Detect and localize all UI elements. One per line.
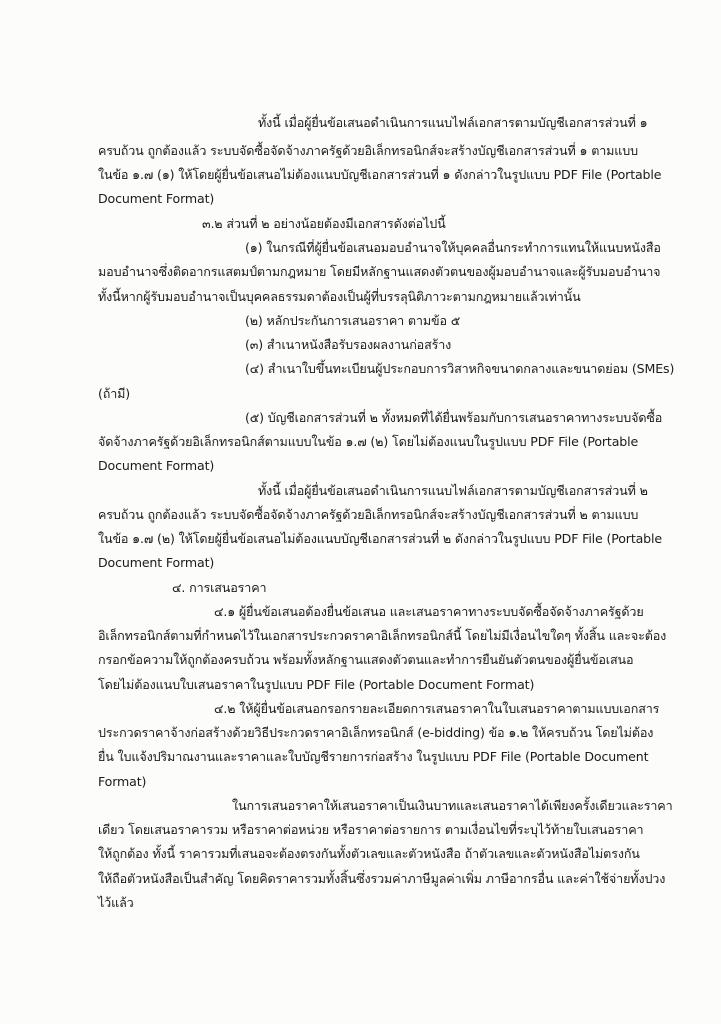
text-line: ในข้อ ๑.๗ (๒) ให้โดยผู้ยื่นข้อเสนอไม่ต้องแนบบัญชีเอกสารส่วนที่ ๒ ดังกล่าวในรูปแบบ PDF File (Portable — [98, 531, 662, 546]
text-line: ครบถ้วน ถูกต้องแล้ว ระบบจัดซื้อจัดจ้างภาครัฐด้วยอิเล็กทรอนิกส์จะสร้างบัญชีเอกสารส่วนที่ ๒ ตามแบบ — [98, 507, 639, 522]
text-line: Document Format) — [98, 555, 215, 570]
text-line: Format) — [98, 774, 147, 789]
text-line: ทั้งนี้ เมื่อผู้ยื่นข้อเสนอดำเนินการแนบไฟล์เอกสารตามบัญชีเอกสารส่วนที่ ๒ — [258, 483, 648, 498]
text-line: (ถ้ามี) — [98, 386, 131, 401]
section-heading: ๓.๒ ส่วนที่ ๒ อย่างน้อยต้องมีเอกสารดังต่อไปนี้ — [202, 216, 446, 231]
text-line: ๔.๒ ให้ผู้ยื่นข้อเสนอกรอกรายละเอียดการเสนอราคาในใบเสนอราคาตามแบบเอกสาร — [214, 701, 660, 716]
text-line: Document Format) — [98, 458, 215, 473]
text-line: มอบอำนาจซึ่งติดอากรแสตมป์ตามกฎหมาย โดยมีหลักฐานแสดงตัวตนของผู้มอบอำนาจและผู้รับมอบอำนาจ — [98, 264, 661, 279]
text-line: ๔.๑ ผู้ยื่นข้อเสนอต้องยื่นข้อเสนอ และเสนอราคาทางระบบจัดซื้อจัดจ้างภาครัฐด้วย — [214, 604, 644, 619]
list-item: (๕) บัญชีเอกสารส่วนที่ ๒ ทั้งหมดที่ได้ยื่นพร้อมกับการเสนอราคาทางระบบจัดซื้อ — [245, 410, 663, 425]
text-line: อิเล็กทรอนิกส์ตามที่กำหนดไว้ในเอกสารประกวดราคาอิเล็กทรอนิกส์นี้ โดยไม่มีเงื่อนไขใดๆ ทั้งสิ้น และจะต้อง — [98, 628, 667, 643]
text-line: ประกวดราคาจ้างก่อสร้างด้วยวิธีประกวดราคาอิเล็กทรอนิกส์ (e-bidding) ข้อ ๑.๒ ให้ครบถ้วน โดยไม่ต้อง — [98, 725, 654, 740]
list-item: (๒) หลักประกันการเสนอราคา ตามข้อ ๕ — [245, 313, 461, 328]
text-line: ให้ถูกต้อง ทั้งนี้ ราคารวมที่เสนอจะต้องตรงกันทั้งตัวเลขและตัวหนังสือ ถ้าตัวเลขและตัวหนังสือไม่ตรงกัน — [98, 846, 640, 861]
text-line: กรอกข้อความให้ถูกต้องครบถ้วน พร้อมทั้งหลักฐานแสดงตัวตนและทำการยืนยันตัวตนของผู้ยื่นข้อเสนอ — [98, 652, 634, 667]
text-line: เดียว โดยเสนอราคารวม หรือราคาต่อหน่วย หรือราคาต่อรายการ ตามเงื่อนไขที่ระบุไว้ท้ายใบเสนอราคา — [98, 822, 644, 837]
text-line: โดยไม่ต้องแนบใบเสนอราคาในรูปแบบ PDF File (Portable Document Format) — [98, 677, 535, 692]
section-heading: ๔. การเสนอราคา — [172, 580, 267, 595]
text-line: (๑) ในกรณีที่ผู้ยื่นข้อเสนอมอบอำนาจให้บุคคลอื่นกระทำการแทนให้แนบหนังสือ — [245, 240, 661, 255]
list-item: (๔) สำเนาใบขึ้นทะเบียนผู้ประกอบการวิสาหกิจขนาดกลางและขนาดย่อม (SMEs) — [245, 361, 675, 376]
text-line: ทั้งนี้หากผู้รับมอบอำนาจเป็นบุคคลธรรมดาต้องเป็นผู้ที่บรรลุนิติภาวะตามกฎหมายแล้วเท่านั้น — [98, 289, 581, 304]
text-line: ให้ถือตัวหนังสือเป็นสำคัญ โดยคิดราคารวมทั้งสิ้นซึ่งรวมค่าภาษีมูลค่าเพิ่ม ภาษีอากรอื่น และค่าใช้จ่ายทั้งปวง — [98, 871, 666, 886]
text-line: ครบถ้วน ถูกต้องแล้ว ระบบจัดซื้อจัดจ้างภาครัฐด้วยอิเล็กทรอนิกส์จะสร้างบัญชีเอกสารส่วนที่ ๑ ตามแบบ — [98, 143, 638, 158]
text-line: ทั้งนี้ เมื่อผู้ยื่นข้อเสนอดำเนินการแนบไฟล์เอกสารตามบัญชีเอกสารส่วนที่ ๑ — [258, 115, 648, 130]
list-item: (๓) สำเนาหนังสือรับรองผลงานก่อสร้าง — [245, 337, 452, 352]
text-line: จัดจ้างภาครัฐด้วยอิเล็กทรอนิกส์ตามแบบในข้อ ๑.๗ (๒) โดยไม่ต้องแนบในรูปแบบ PDF File (Portable — [98, 434, 639, 449]
text-line: ในการเสนอราคาให้เสนอราคาเป็นเงินบาทและเสนอราคาได้เพียงครั้งเดียวและราคา — [232, 798, 673, 813]
text-line: Document Format) — [98, 191, 215, 206]
text-line: ในข้อ ๑.๗ (๑) ให้โดยผู้ยื่นข้อเสนอไม่ต้องแนบบัญชีเอกสารส่วนที่ ๑ ดังกล่าวในรูปแบบ PDF File (Portable — [98, 167, 662, 182]
text-line: ไว้แล้ว — [98, 895, 134, 910]
text-line: ยื่น ใบแจ้งปริมาณงานและราคาและใบบัญชีรายการก่อสร้าง ในรูปแบบ PDF File (Portable Document — [98, 749, 649, 764]
